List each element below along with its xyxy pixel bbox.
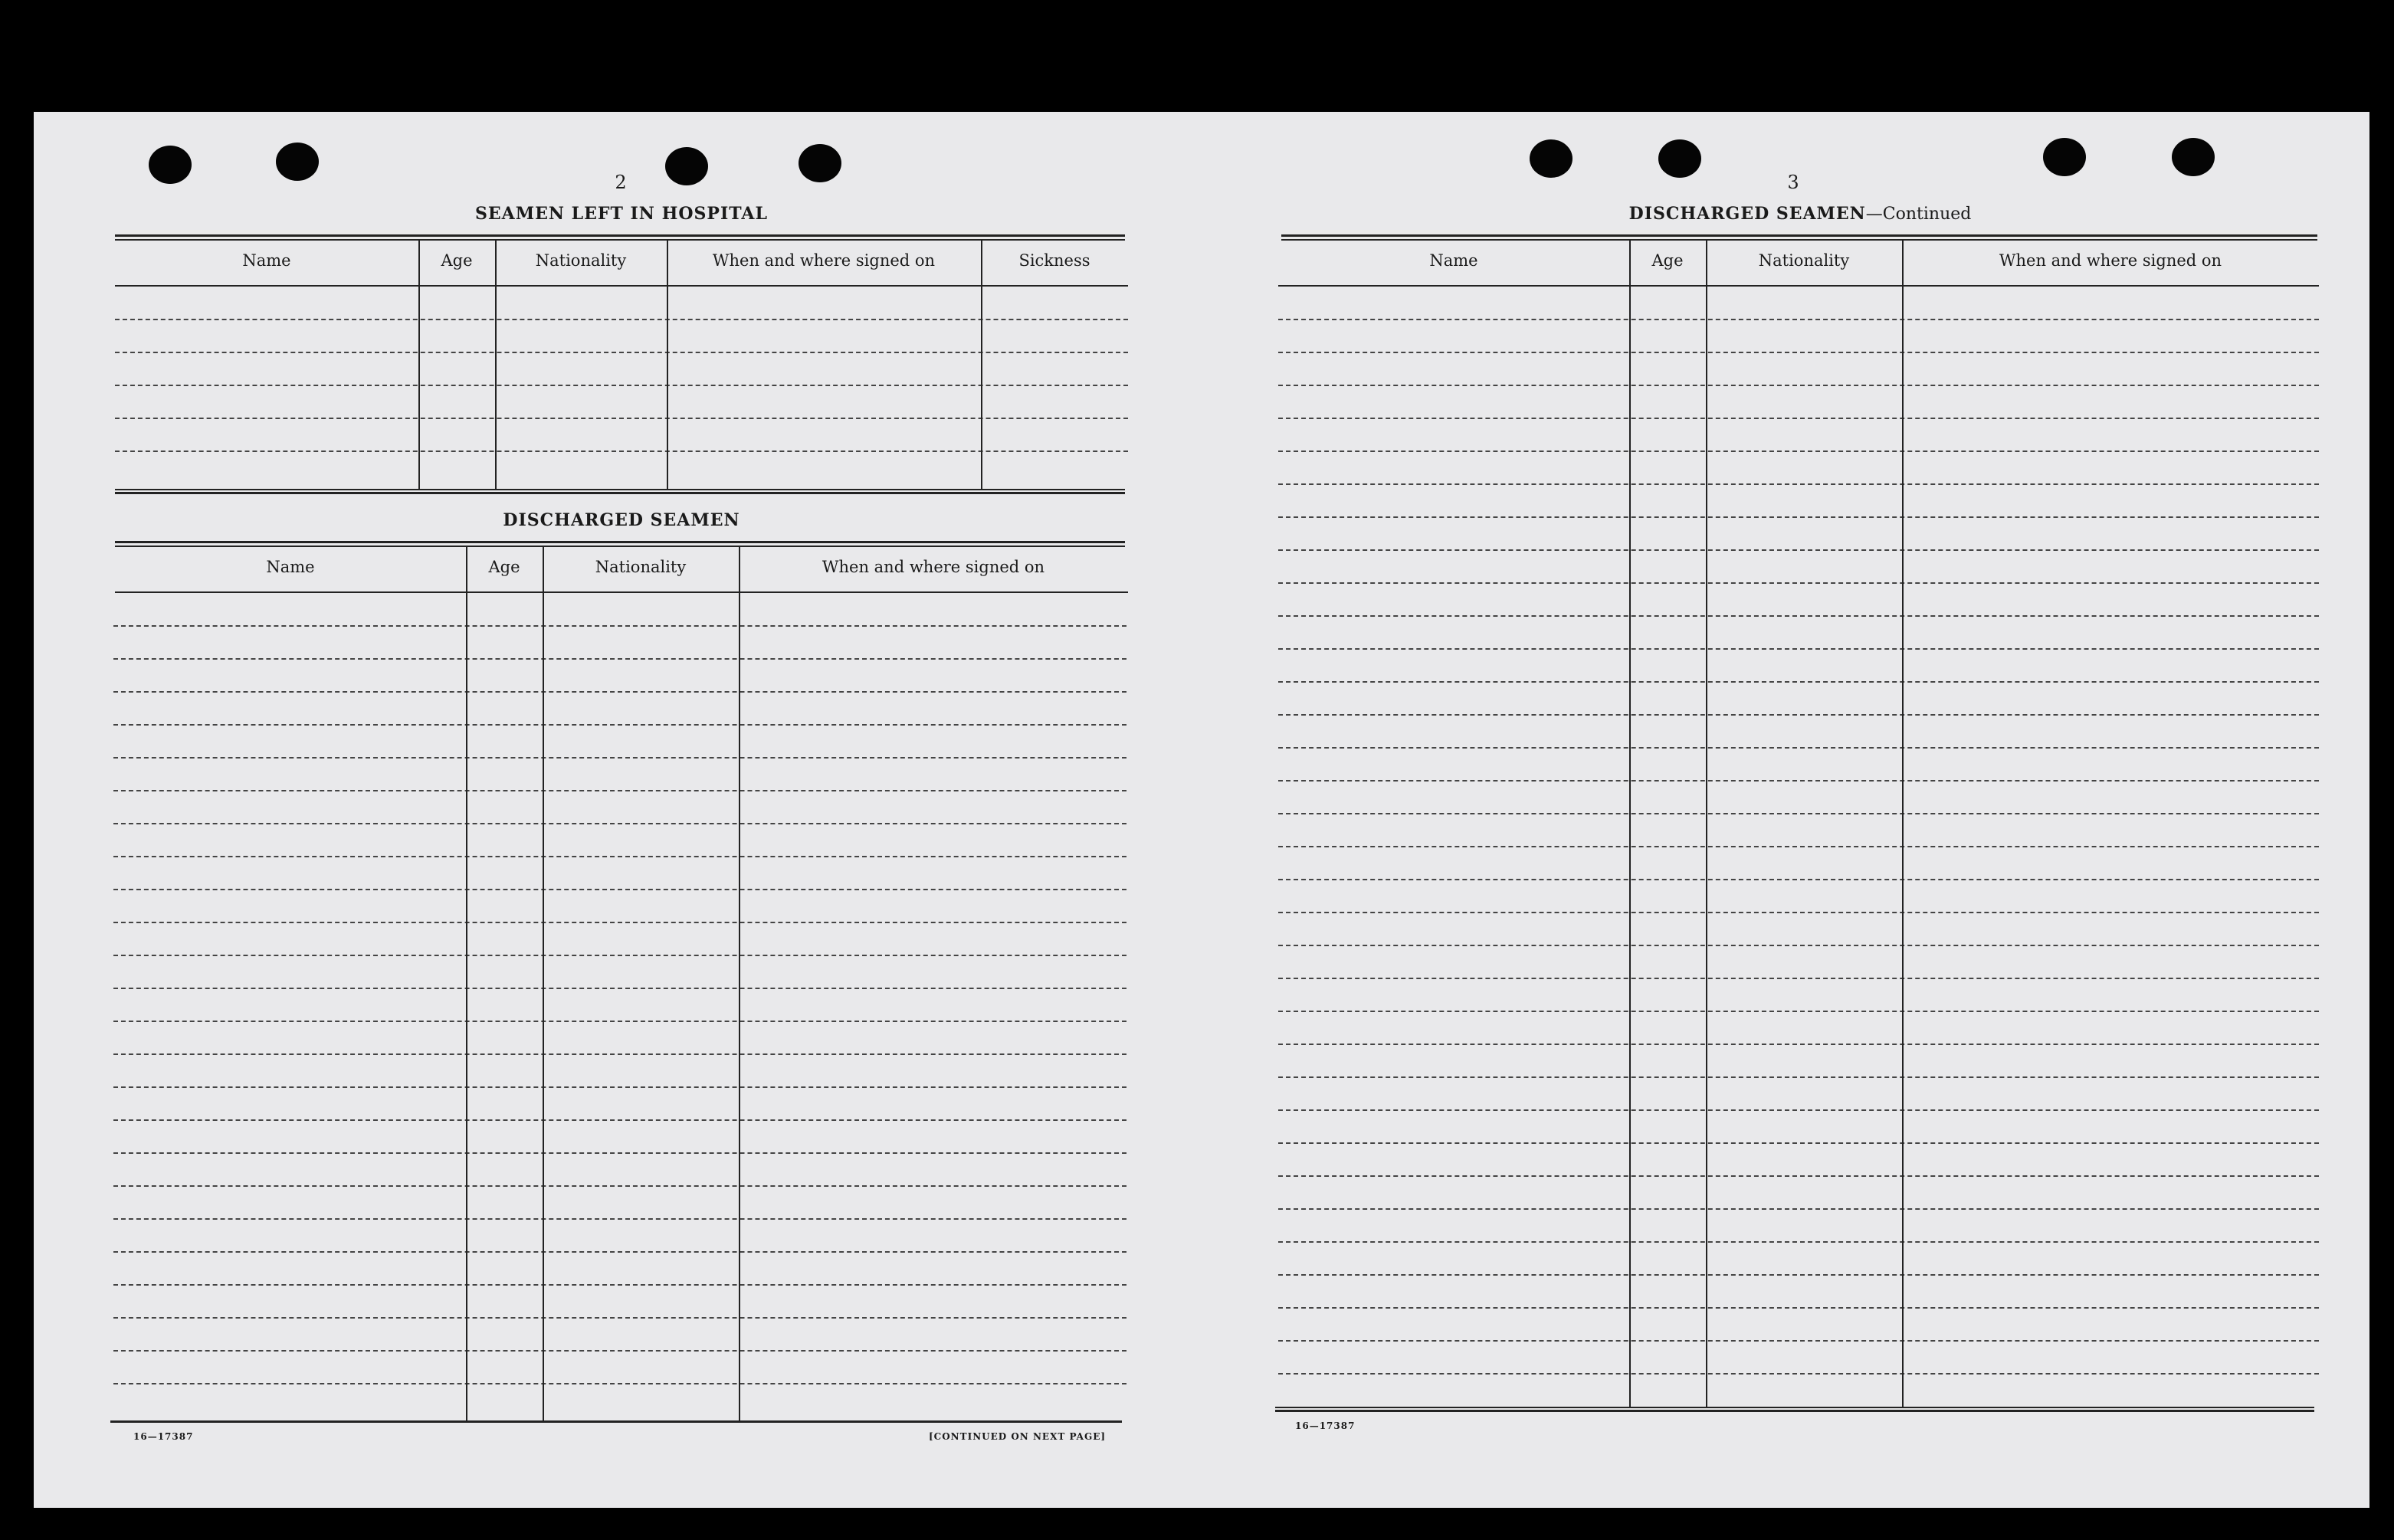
discharged-table-top-rule — [115, 541, 1125, 543]
blank-row-line — [1278, 516, 2319, 518]
punch-hole — [799, 144, 841, 182]
blank-row-line — [113, 955, 1126, 956]
blank-row-line — [1278, 549, 2319, 551]
discharged-section-title: DISCHARGED SEAMEN — [503, 510, 740, 530]
blank-row-line — [1278, 978, 2319, 979]
blank-row-line — [1278, 418, 2319, 419]
blank-row-line — [1278, 615, 2319, 617]
column-header-signed-on: When and where signed on — [1999, 251, 2222, 270]
blank-row-line — [1278, 813, 2319, 814]
column-header-age: Age — [441, 251, 473, 270]
punch-hole — [1658, 139, 1701, 178]
blank-row-line — [113, 658, 1126, 660]
blank-row-line — [115, 451, 1128, 452]
punch-hole — [2043, 138, 2086, 176]
page-number-right: 3 — [1787, 172, 1799, 193]
blank-row-line — [113, 757, 1126, 759]
blank-row-line — [1278, 582, 2319, 584]
blank-row-line — [113, 691, 1126, 693]
punch-hole — [276, 143, 319, 181]
blank-row-line — [115, 352, 1128, 353]
blank-row-line — [113, 1053, 1126, 1055]
page-number-left: 2 — [615, 172, 627, 193]
hospital-table-top-rule — [115, 234, 1125, 237]
blank-row-line — [1278, 1175, 2319, 1177]
column-header-nationality: Nationality — [1758, 251, 1850, 270]
column-header-nationality: Nationality — [595, 558, 687, 576]
blank-row-line — [1278, 648, 2319, 650]
discharged-continued-title — [1281, 204, 2319, 224]
blank-row-line — [1278, 681, 2319, 683]
blank-row-line — [113, 1350, 1126, 1352]
discharged-table-bottom-rule — [110, 1420, 1122, 1423]
blank-row-line — [1278, 1044, 2319, 1045]
blank-row-line — [1278, 1109, 2319, 1111]
title-bold: DISCHARGED SEAMEN — [1628, 204, 1866, 224]
blank-row-line — [1278, 747, 2319, 749]
blank-row-line — [1278, 912, 2319, 913]
blank-row-line — [1278, 846, 2319, 847]
blank-row-line — [1278, 945, 2319, 946]
blank-row-line — [113, 1086, 1126, 1088]
punch-hole — [1530, 139, 1572, 178]
column-header-signed-on: When and where signed on — [712, 251, 936, 270]
blank-row-line — [113, 790, 1126, 791]
blank-row-line — [113, 1317, 1126, 1319]
form-sheet — [34, 112, 2369, 1508]
hospital-section-title: SEAMEN LEFT IN HOSPITAL — [475, 204, 768, 224]
blank-row-line — [115, 319, 1128, 320]
blank-row-line — [1278, 352, 2319, 353]
continued-table-bottom-rule — [1275, 1407, 2314, 1408]
column-header-signed-on: When and where signed on — [822, 558, 1045, 576]
continued-note: [CONTINUED ON NEXT PAGE] — [929, 1431, 1107, 1442]
blank-row-line — [113, 1152, 1126, 1154]
blank-row-line — [1278, 1208, 2319, 1210]
punch-hole — [149, 146, 192, 184]
blank-row-line — [115, 385, 1128, 386]
punch-hole — [665, 147, 708, 185]
blank-row-line — [1278, 1142, 2319, 1144]
blank-row-line — [1278, 714, 2319, 716]
column-header-sickness: Sickness — [1018, 251, 1090, 270]
blank-row-line — [113, 1383, 1126, 1384]
blank-row-line — [1278, 1011, 2319, 1012]
column-header-name: Name — [1429, 251, 1478, 270]
blank-row-line — [113, 1119, 1126, 1121]
blank-row-line — [113, 1251, 1126, 1253]
blank-row-line — [1278, 483, 2319, 485]
blank-row-line — [1278, 780, 2319, 781]
blank-row-line — [113, 724, 1126, 726]
blank-row-line — [113, 1218, 1126, 1220]
title-continued: —Continued — [1865, 205, 1972, 224]
blank-row-line — [113, 922, 1126, 923]
blank-row-line — [113, 1284, 1126, 1286]
blank-row-line — [1278, 319, 2319, 320]
form-number-left: 16—17387 — [133, 1431, 194, 1442]
blank-row-line — [113, 1021, 1126, 1022]
column-header-name: Name — [242, 251, 291, 270]
blank-row-line — [1278, 385, 2319, 386]
blank-row-line — [1278, 1241, 2319, 1243]
blank-row-line — [1278, 1076, 2319, 1078]
blank-row-line — [113, 856, 1126, 857]
form-number-right: 16—17387 — [1295, 1420, 1356, 1431]
blank-row-line — [113, 625, 1126, 627]
blank-row-line — [1278, 1307, 2319, 1309]
blank-row-line — [113, 1185, 1126, 1187]
blank-row-line — [113, 889, 1126, 890]
column-header-age: Age — [1651, 251, 1684, 270]
blank-row-line — [1278, 1373, 2319, 1375]
blank-row-line — [115, 418, 1128, 419]
punch-hole — [2172, 138, 2215, 176]
blank-row-line — [113, 823, 1126, 824]
hospital-table-bottom-rule — [115, 489, 1125, 490]
blank-row-line — [1278, 451, 2319, 452]
continued-table-top-rule — [1281, 234, 2317, 237]
blank-row-line — [113, 988, 1126, 989]
column-header-name: Name — [266, 558, 315, 576]
blank-row-line — [1278, 879, 2319, 880]
blank-row-line — [1278, 1274, 2319, 1276]
column-header-age: Age — [488, 558, 520, 576]
blank-row-line — [1278, 1340, 2319, 1342]
column-header-nationality: Nationality — [535, 251, 627, 270]
